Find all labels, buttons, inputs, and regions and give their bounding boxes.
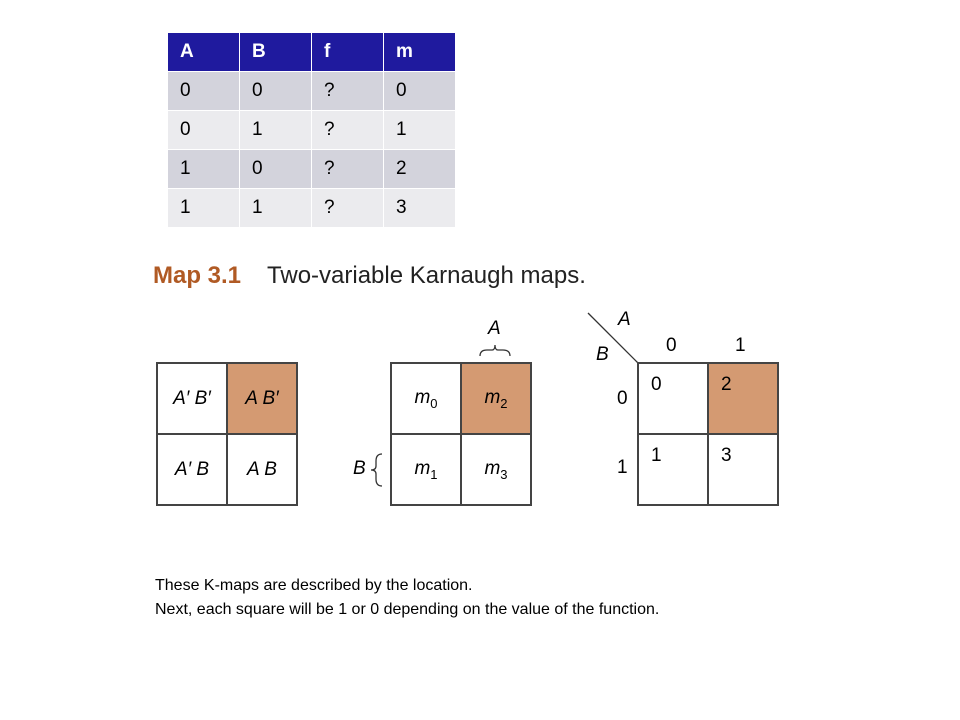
kmap-cell-highlighted: 2	[708, 363, 778, 434]
map2-row-label: B	[353, 458, 366, 479]
map3-col-header: 1	[735, 335, 746, 356]
brace-horizontal-icon	[478, 344, 512, 358]
table-cell: ?	[312, 72, 384, 111]
map3-row-var: B	[596, 344, 609, 365]
table-cell: ?	[312, 189, 384, 228]
map3-col-header: 0	[666, 335, 677, 356]
table-cell: 0	[240, 72, 312, 111]
kmap-minterms	[390, 362, 532, 506]
caption-title: Two-variable Karnaugh maps.	[267, 262, 586, 289]
table-cell: ?	[312, 111, 384, 150]
figure-caption	[153, 262, 586, 290]
table-row	[168, 150, 456, 189]
table-header-row	[168, 33, 456, 72]
note-line: Next, each square will be 1 or 0 depending on the value of the function.	[155, 601, 660, 618]
header-cell: B	[240, 33, 312, 72]
brace-vertical-icon	[370, 452, 384, 488]
kmap-cell: A′ B	[157, 434, 227, 505]
diagonal-divider	[585, 310, 641, 366]
table-cell: 2	[384, 150, 456, 189]
note-line: These K-maps are described by the location.	[155, 577, 473, 594]
kmap-cell: 3	[708, 434, 778, 505]
map2-col-label: A	[488, 318, 501, 339]
notes	[155, 574, 659, 622]
table-cell: 1	[384, 111, 456, 150]
kmap-numbered	[637, 362, 779, 506]
kmap-cell: A B	[227, 434, 297, 505]
table-cell: 1	[168, 189, 240, 228]
table-cell: 1	[168, 150, 240, 189]
map3-row-header: 1	[617, 457, 628, 478]
table-row	[168, 189, 456, 228]
table-row	[168, 111, 456, 150]
table-cell: 0	[384, 72, 456, 111]
header-cell: m	[384, 33, 456, 72]
truth-table	[168, 33, 456, 228]
map3-col-var: A	[618, 309, 631, 330]
kmap-cell: $m_0$	[391, 363, 461, 434]
table-cell: 0	[168, 72, 240, 111]
kmap-terms	[156, 362, 298, 506]
caption-number: Map 3.1	[153, 262, 242, 289]
table-row	[168, 72, 456, 111]
kmap-cell: $m_1$	[391, 434, 461, 505]
kmap-cell-highlighted: A B′	[227, 363, 297, 434]
table-cell: 1	[240, 111, 312, 150]
table-cell: 1	[240, 189, 312, 228]
kmap-cell-highlighted: $m_2$	[461, 363, 531, 434]
table-cell: 0	[240, 150, 312, 189]
header-cell: f	[312, 33, 384, 72]
table-cell: ?	[312, 150, 384, 189]
map3-row-header: 0	[617, 388, 628, 409]
kmap-cell: 1	[638, 434, 708, 505]
table-cell: 0	[168, 111, 240, 150]
kmap-cell: A′ B′	[157, 363, 227, 434]
header-cell: A	[168, 33, 240, 72]
table-cell: 3	[384, 189, 456, 228]
kmap-cell: 0	[638, 363, 708, 434]
kmap-cell: $m_3$	[461, 434, 531, 505]
